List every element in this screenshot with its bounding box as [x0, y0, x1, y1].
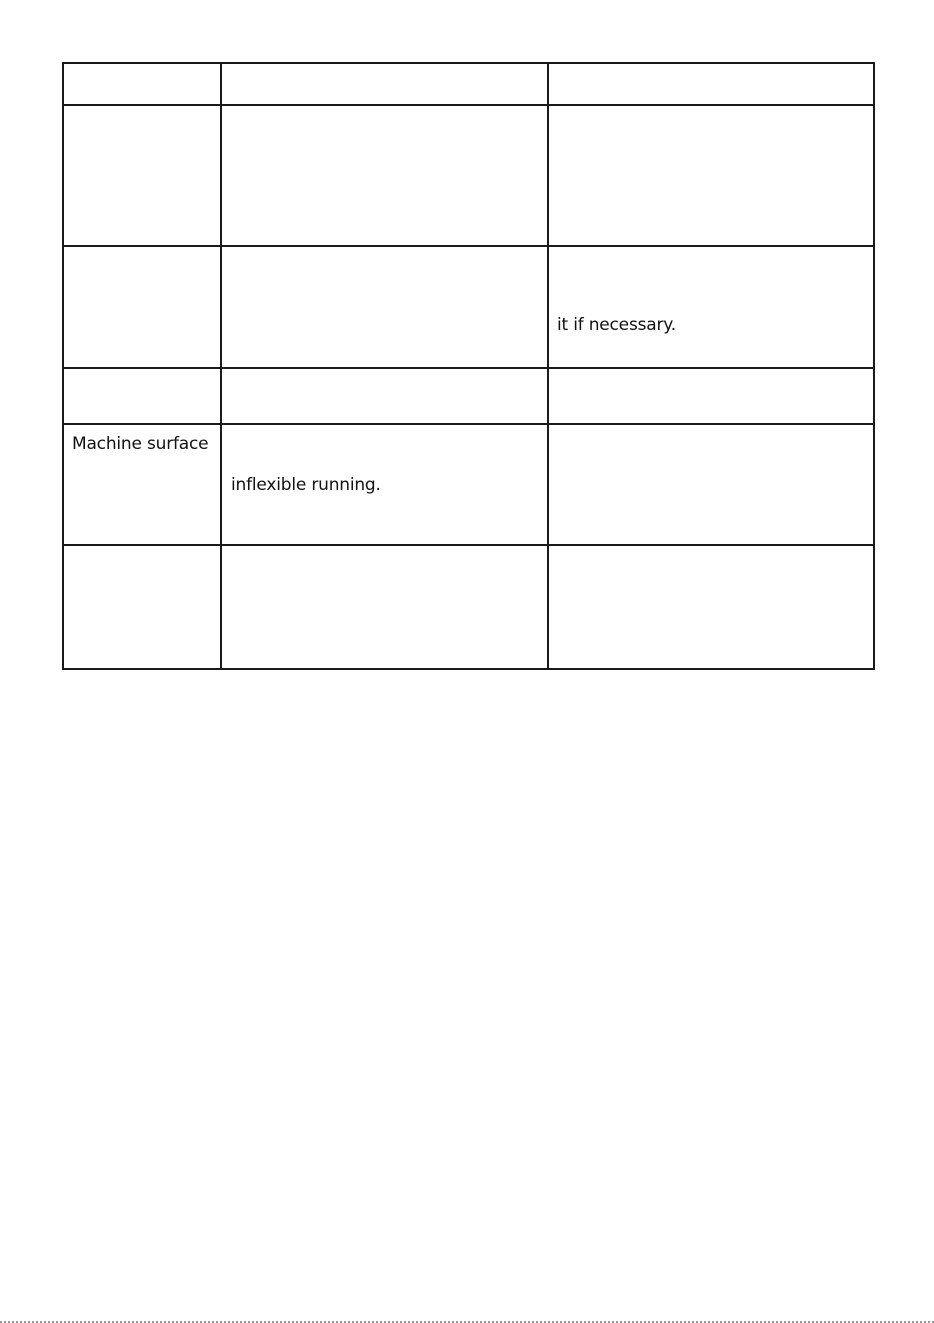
table-cell	[548, 63, 874, 105]
table-cell	[221, 246, 548, 368]
table-cell	[548, 424, 874, 545]
cell-text: it if necessary.	[557, 315, 676, 335]
table-cell	[221, 545, 548, 669]
table-row	[63, 368, 874, 424]
table-cell	[221, 63, 548, 105]
table-header-row	[63, 63, 874, 105]
table-row	[63, 545, 874, 669]
table-cell	[548, 545, 874, 669]
table-cell	[63, 63, 221, 105]
table-cell	[63, 424, 221, 545]
table-row	[63, 246, 874, 368]
table-cell	[63, 246, 221, 368]
table-row	[63, 105, 874, 246]
cell-text: inflexible running.	[231, 475, 381, 495]
table-cell	[221, 424, 548, 545]
table-cell	[63, 105, 221, 246]
cell-text: Machine surface	[72, 434, 209, 454]
table-cell	[221, 368, 548, 424]
maintenance-table	[62, 62, 875, 670]
table-cell	[548, 368, 874, 424]
table-cell	[548, 246, 874, 368]
table-cell	[221, 105, 548, 246]
table-cell	[63, 545, 221, 669]
table-row	[63, 424, 874, 545]
table-cell	[548, 105, 874, 246]
table-cell	[63, 368, 221, 424]
